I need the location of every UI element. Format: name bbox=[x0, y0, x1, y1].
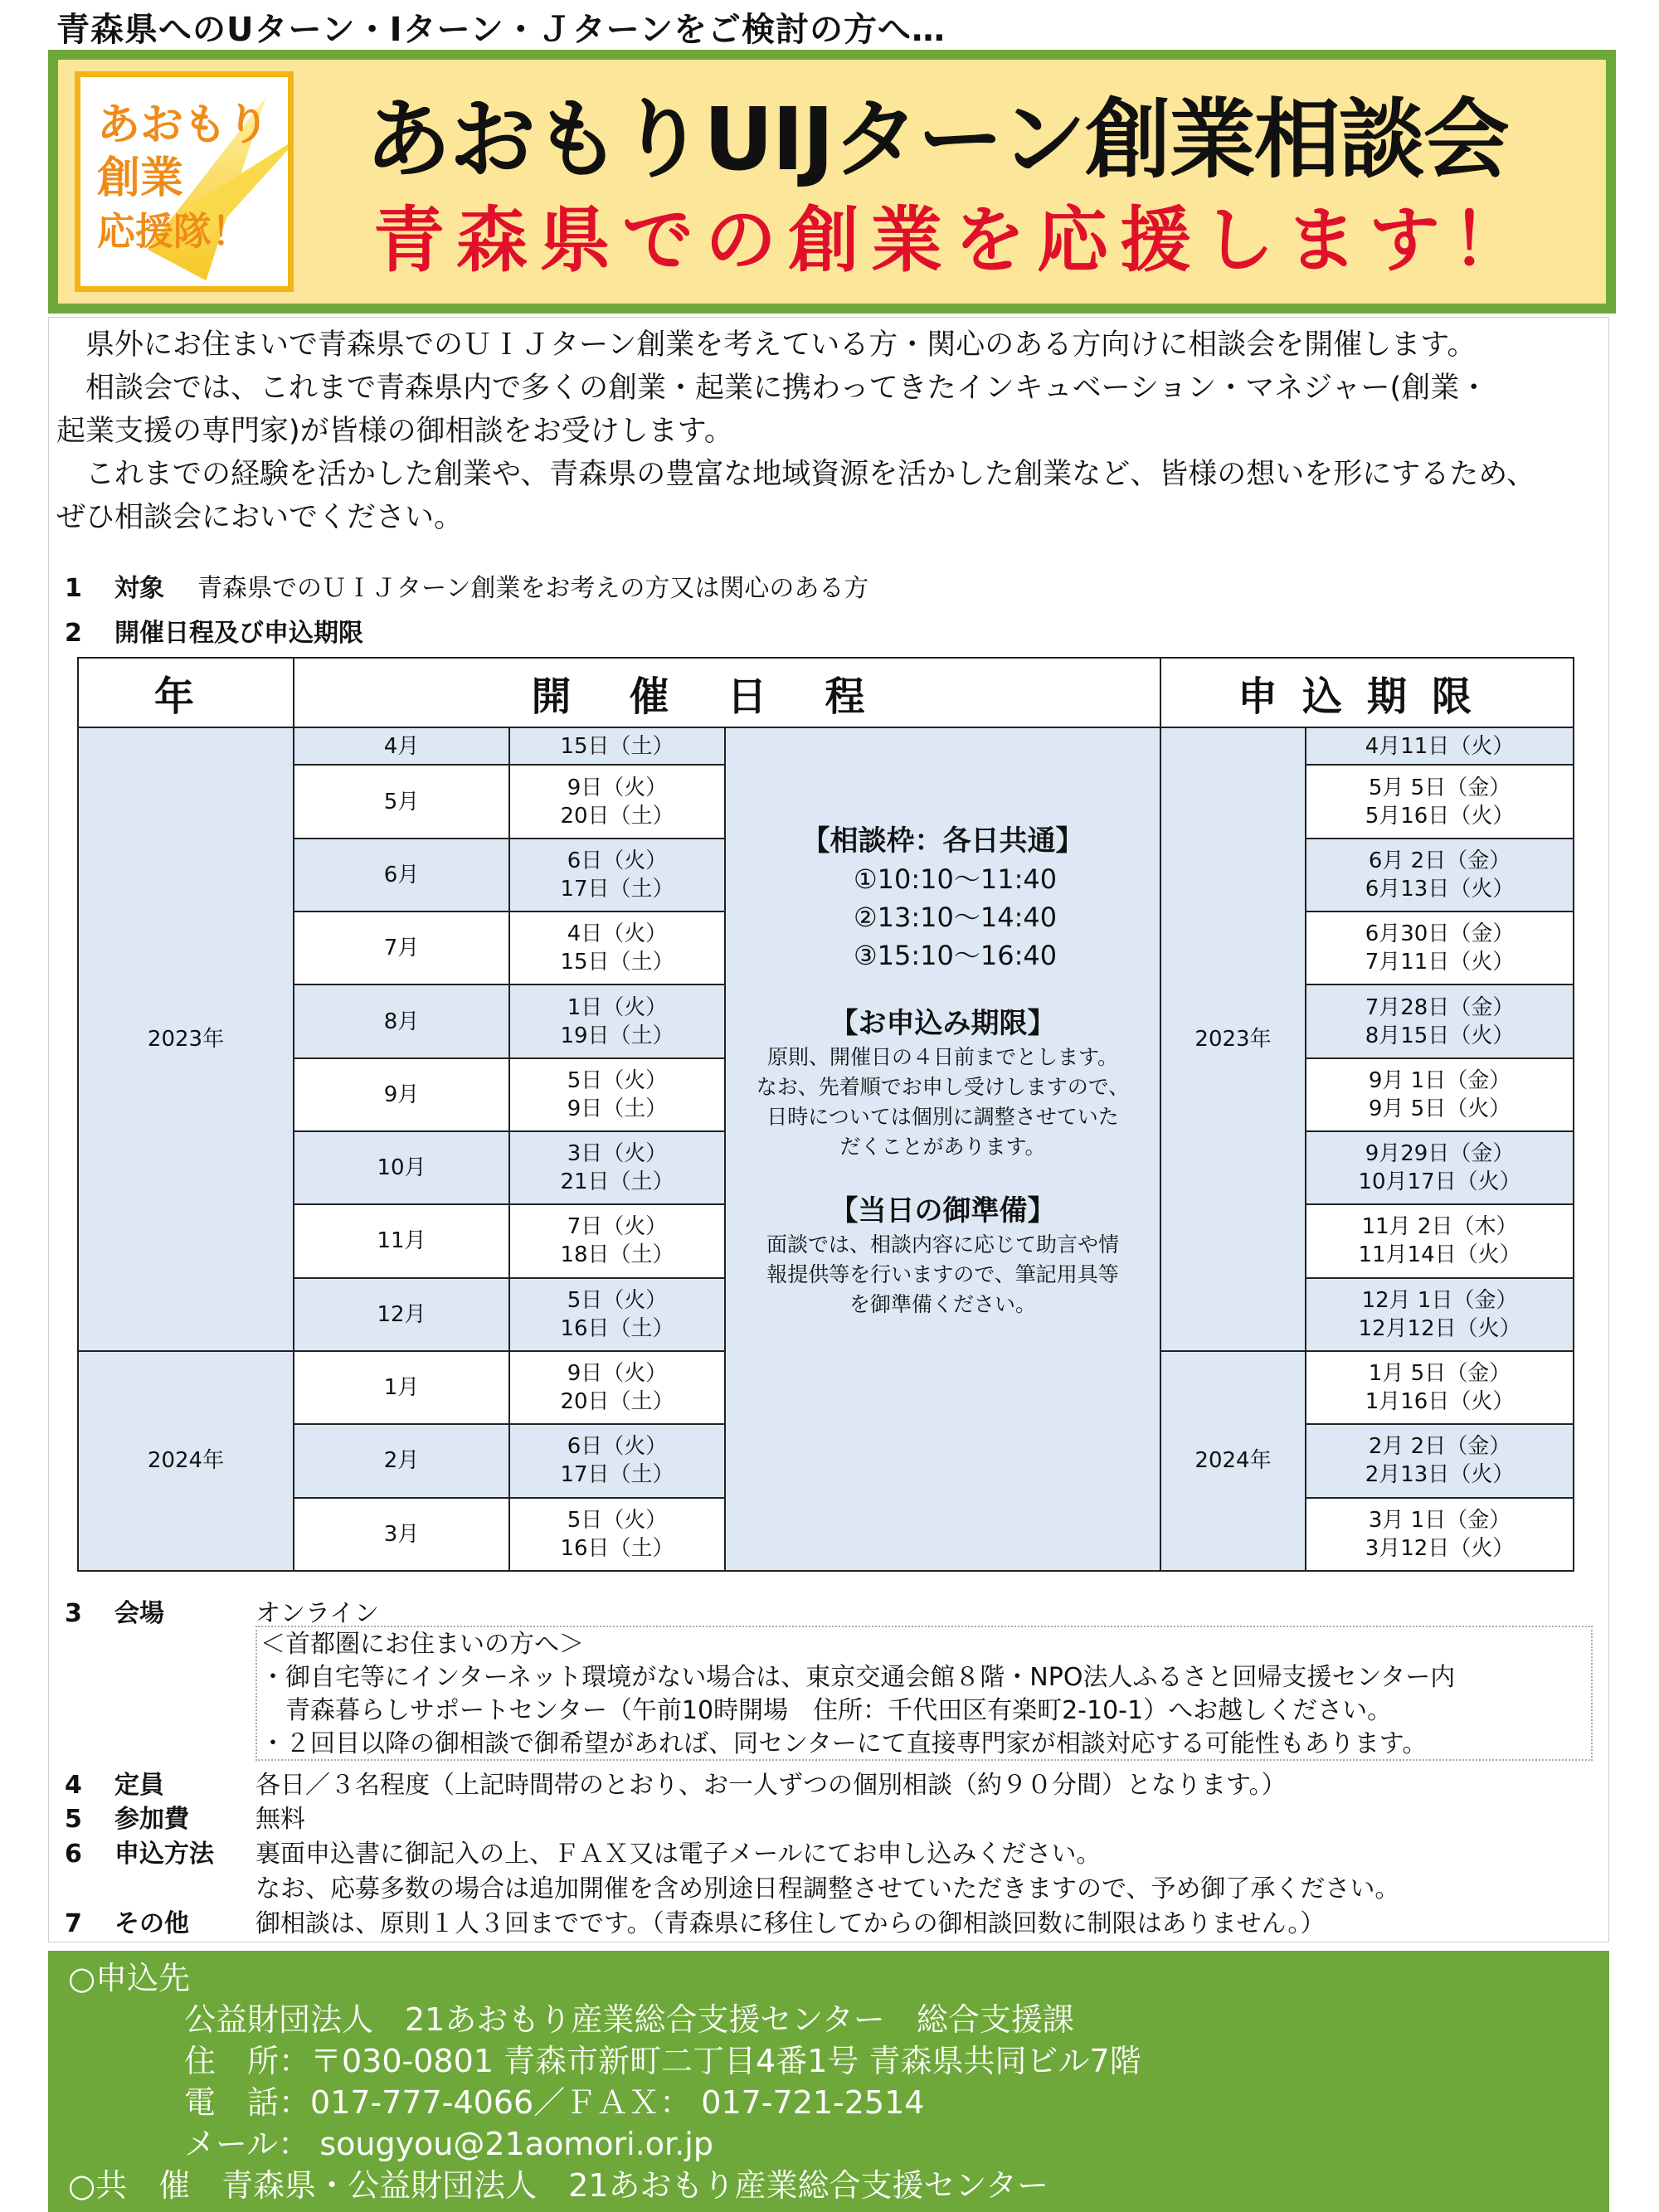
deadline-cell: 11月 2日（木） 11月14日（火） bbox=[1306, 1204, 1574, 1277]
deadline-cell: 2月 2日（金） 2月13日（火） bbox=[1306, 1424, 1574, 1497]
month-cell: 10月 bbox=[294, 1131, 509, 1204]
year-cell: 2024年 bbox=[78, 1351, 294, 1571]
title-banner bbox=[48, 50, 1616, 314]
section-schedule-heading: 2 開催日程及び申込期限 bbox=[65, 619, 363, 648]
month-cell: 7月 bbox=[294, 912, 509, 984]
deadline-cell: 3月 1日（金） 3月12日（火） bbox=[1306, 1498, 1574, 1571]
title-banner-inner bbox=[58, 60, 1606, 304]
header-year: 年 bbox=[78, 658, 294, 727]
consultation-info-cell: 【相談枠：各日共通】 ①10:10～11:40 ②13:10～14:40 ③15:10～16:40 【お申込み期限】 原則、開催日の４日前までとします。 なお、先着順でお申し受けしますので、 日時については個別に調整させていた だくことがあります。 【当日の御準備】 面談では、相談内容に応じて助言や情 報提供等を行いますので、筆記用具等 を御準備ください。 bbox=[725, 727, 1160, 1571]
section-capacity: 4 定員 各日／３名程度（上記時間帯のとおり、お一人ずつの個別相談（約９０分間）となります。） bbox=[65, 1771, 1287, 1800]
date-cell: 4日（火） 15日（土） bbox=[509, 912, 725, 984]
footer-address: 住 所：〒030-0801 青森市新町二丁目4番1号 青森県共同ビル7階 bbox=[184, 2043, 1141, 2079]
month-cell: 2月 bbox=[294, 1424, 509, 1497]
deadline-cell: 12月 1日（金） 12月12日（火） bbox=[1306, 1278, 1574, 1351]
date-cell: 5日（火） 9日（土） bbox=[509, 1058, 725, 1131]
deadline-cell: 7月28日（金） 8月15日（火） bbox=[1306, 984, 1574, 1057]
date-cell: 7日（火） 18日（土） bbox=[509, 1204, 725, 1277]
schedule-row bbox=[78, 727, 1574, 765]
month-cell: 11月 bbox=[294, 1204, 509, 1277]
date-cell: 6日（火） 17日（土） bbox=[509, 839, 725, 912]
header-deadline: 申込期限 bbox=[1160, 658, 1574, 727]
date-cell: 15日（土） bbox=[509, 727, 725, 765]
page-subtitle: 青森県での創業を応援します！ bbox=[373, 198, 1535, 282]
section-apply-method: 6 申込方法 裏面申込書に御記入の上、ＦＡＸ又は電子メールにてお申し込みください。 bbox=[65, 1840, 1102, 1869]
deadline-cell: 9月 1日（金） 9月 5日（火） bbox=[1306, 1058, 1574, 1131]
contact-footer bbox=[48, 1951, 1609, 2212]
logo-text: あおもり 創業 応援隊！ bbox=[97, 100, 270, 254]
intro-headline: 青森県へのUターン・Iターン・Ｊターンをご検討の方へ… bbox=[56, 11, 946, 49]
page-title: あおもりUIJターン創業相談会 bbox=[365, 89, 1508, 190]
footer-phone-fax: 電 話：017-777-4066／ＦＡＸ： 017-721-2514 bbox=[184, 2084, 925, 2121]
date-cell: 5日（火） 16日（土） bbox=[509, 1498, 725, 1571]
footer-email[interactable]: メール： sougyou@21aomori.or.jp bbox=[184, 2126, 713, 2162]
support-team-logo bbox=[75, 71, 294, 292]
deadline-cell: 4月11日（火） bbox=[1306, 727, 1574, 765]
date-cell: 6日（火） 17日（土） bbox=[509, 1424, 725, 1497]
deadline-cell: 6月 2日（金） 6月13日（火） bbox=[1306, 839, 1574, 912]
deadline-year-cell: 2024年 bbox=[1160, 1351, 1306, 1571]
section-venue: 3 会場 オンライン bbox=[65, 1599, 380, 1628]
date-cell: 9日（火） 20日（土） bbox=[509, 1351, 725, 1424]
date-cell: 9日（火） 20日（土） bbox=[509, 765, 725, 838]
year-cell: 2023年 bbox=[78, 727, 294, 1351]
month-cell: 1月 bbox=[294, 1351, 509, 1424]
section-fee: 5 参加費 無料 bbox=[65, 1805, 305, 1834]
section-target: 1 対象 青森県でのＵＩＪターン創業をお考えの方又は関心のある方 bbox=[65, 574, 869, 603]
month-cell: 9月 bbox=[294, 1058, 509, 1131]
footer-cosponsor: ○共 催 青森県・公益財団法人 21あおもり産業総合支援センター bbox=[68, 2167, 1048, 2204]
date-cell: 5日（火） 16日（土） bbox=[509, 1278, 725, 1351]
month-cell: 4月 bbox=[294, 727, 509, 765]
date-cell: 1日（火） 19日（土） bbox=[509, 984, 725, 1057]
month-cell: 12月 bbox=[294, 1278, 509, 1351]
footer-apply-to: ○申込先 bbox=[68, 1960, 191, 1996]
intro-paragraph: 県外にお住まいで青森県でのＵＩＪターン創業を考えている方・関心のある方向けに相談会を開催します。 相談会では、これまで青森県内で多くの創業・起業に携わってきたインキュベーション・マネジャー(創業・ 起業支援の専門家)が皆様の御相談をお受けします。 これまでの経験を活かした創業や、青森県の豊富な地域資源を活かした創業など、皆様の想いを形にするため、 ぜひ相談会においでください。 bbox=[56, 328, 1535, 534]
deadline-cell: 5月 5日（金） 5月16日（火） bbox=[1306, 765, 1574, 838]
section-other: 7 その他 御相談は、原則１人３回までです。（青森県に移住してからの御相談回数に制限はありません。） bbox=[65, 1909, 1326, 1938]
month-cell: 5月 bbox=[294, 765, 509, 838]
deadline-year-cell: 2023年 bbox=[1160, 727, 1306, 1351]
footer-org: 公益財団法人 21あおもり産業総合支援センター 総合支援課 bbox=[184, 2001, 1074, 2038]
month-cell: 8月 bbox=[294, 984, 509, 1057]
date-cell: 3日（火） 21日（土） bbox=[509, 1131, 725, 1204]
deadline-cell: 6月30日（金） 7月11日（火） bbox=[1306, 912, 1574, 984]
month-cell: 6月 bbox=[294, 839, 509, 912]
deadline-cell: 1月 5日（金） 1月16日（火） bbox=[1306, 1351, 1574, 1424]
month-cell: 3月 bbox=[294, 1498, 509, 1571]
venue-note: ＜首都圏にお住まいの方へ＞ ・御自宅等にインターネット環境がない場合は、東京交通会館８階・NPO法人ふるさと回帰支援センター内 青森暮らしサポートセンター（午前10時開場 住所：千代田区有楽町2-10-1）へお越しください。 ・２回目以降の御相談で御希望があれば、同センターにて直接専門家が相談対応する可能性もあります。 bbox=[260, 1630, 1456, 1758]
schedule-table bbox=[77, 657, 1574, 1572]
deadline-cell: 9月29日（金） 10月17日（火） bbox=[1306, 1131, 1574, 1204]
section-apply-method-note: なお、応募多数の場合は追加開催を含め別途日程調整させていただきますので、予め御了承ください。 bbox=[255, 1874, 1400, 1903]
header-dates: 開催日程 bbox=[294, 658, 1160, 727]
